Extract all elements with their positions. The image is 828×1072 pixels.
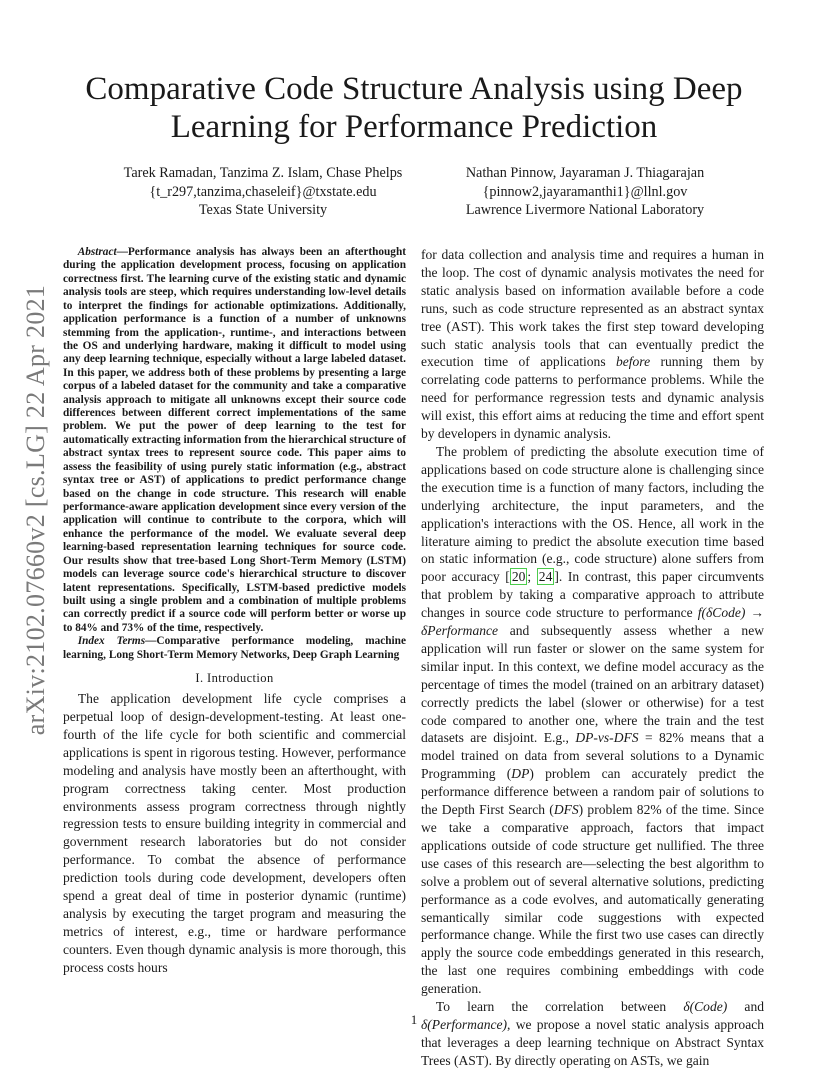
author-email: {t_r297,tanzima,chaseleif}@txstate.edu <box>149 183 377 200</box>
intro-paragraph-2: for data collection and analysis time and requires a human in the loop. The cost of dynamic analysis motivates the need for static analysis based on information available before a code runs, such as code structure represented as an abstract syntax tree (AST). This work takes the first step toward developing such static analysis tools that can eventually predict the execution time of applications before running them by correlating code patterns to performance problems. While the need for performance regression tests and dynamic analysis will exist, this effort aims at reducing the time and effort spent by developers in dynamic analysis. <box>421 247 764 442</box>
math-dp: DP <box>511 766 530 782</box>
author-affiliation: Texas State University <box>198 202 328 218</box>
index-terms-text: —Comparative performance modeling, machine learning, Long Short-Term Memory Networks, Deep Graph Learning <box>63 635 406 661</box>
author-names: Tarek Ramadan, Tanzima Z. Islam, Chase Phelps <box>123 165 403 181</box>
formula-delta: f(δCode) → δPerformance <box>421 605 764 639</box>
right-column <box>421 246 764 1070</box>
math-delta-performance: δ(Performance) <box>421 1016 508 1032</box>
citation-20[interactable]: 20 <box>511 569 526 585</box>
author-affiliation: Lawrence Livermore National Laboratory <box>465 202 705 218</box>
paper-title: Comparative Code Structure Analysis using Deep Learning for Performance Prediction <box>85 71 743 145</box>
section-heading-introduction: I. Introduction <box>195 671 274 686</box>
math-dp-vs-dfs: DP-vs-DFS <box>575 730 639 746</box>
index-terms <box>63 635 406 662</box>
intro-paragraph-4: To learn the correlation between δ(Code) and δ(Performance), we propose a novel static analysis approach that leverages a deep learning technique on Abstract Syntax Trees (AST). By directly operating on ASTs, we gain <box>421 999 764 1068</box>
emphasis-before: before <box>615 354 651 370</box>
intro-paragraph-3: The problem of predicting the absolute execution time of applications based on code structure alone is challenging since the execution time is a function of many factors, including the underlying architecture, the input parameters, and the application's interactions with the OS. Hence, all work in the literature aiming to predict the absolute execution time based on static information (e.g., code structure) alone suffers from poor accuracy [ 20 ; 24 ]. In contrast, this paper circumvents that problem by taking a comparative approach to attribute changes in source code structure to performance f(δCode) → δPerformance and subsequently assess whether a new application will run faster or slower on the same system for similar input. In this context, we define model accuracy as the percentage of times the model (trained on an arbitrary dataset) correctly predicts the label (slower or otherwise) for a test code compared to another one, where the train and the test datasets are disjoint. E.g., DP-vs-DFS = 82% means that a model trained on data from several solutions to a Dynamic Programming (DP) problem can accurately predict the performance difference between a random pair of solutions to the Depth First Search (DFS) problem 82% of the time. Since we take a comparative approach, factors that impact applications outside of code structure get nullified. The three use cases of this research are—selecting the best algorithm to solve a problem out of several alternative solutions, predicting performance as a code evolves, and automatically generating semantically similar code suggestions with expected performance change. While the first two use cases can directly apply the source code embeddings generated in this research, the last one requires combining embeddings with code generation. <box>421 443 765 997</box>
page-number: 1 <box>410 1012 418 1027</box>
arxiv-identifier-text: arXiv:2102.07660v2 [cs.LG] 22 Apr 2021 <box>21 284 50 736</box>
author-block-right <box>440 164 730 220</box>
citation-24[interactable]: 24 <box>538 569 553 585</box>
arxiv-identifier <box>16 284 56 736</box>
math-delta-code: δ(Code) <box>683 999 728 1015</box>
author-names: Nathan Pinnow, Jayaraman J. Thiagarajan <box>465 165 705 181</box>
math-dfs: DFS <box>553 802 579 818</box>
left-column <box>63 246 406 977</box>
abstract <box>63 246 406 635</box>
author-email: {pinnow2,jayaramanthi1}@llnl.gov <box>482 183 688 200</box>
intro-paragraph-1: The application development life cycle comprises a perpetual loop of design-development-testing. At least one-fourth of the life cycle for both scientific and commercial applications is spent in rigorous testing. However, performance modeling and analysis have mostly been an afterthought, with program correctness taking center. Most production environments assess program correctness through nightly regression tests to ensure building integrity in commercial and government research laboratories but do not consider performance. To combat the absence of performance prediction tools during code development, developers often spend a great deal of time in posterior dynamic (runtime) analysis by executing the target program and measuring the metrics of interest, e.g., time or hardware performance counters. Even though dynamic analysis is more thorough, this process costs hours <box>63 691 406 975</box>
abstract-label: Abstract <box>77 246 117 258</box>
abstract-text: —Performance analysis has always been an afterthought during the application development process, focusing on application correctness first. The learning curve of the existing static and dynamic analysis tools are steep, which requires understanding low-level details to interpret the findings for actionable optimizations. Additionally, application performance is a function of a number of unknowns stemming from the application-, runtime-, and interactions between the OS and underlying hardware, making it difficult to model using any deep learning technique, especially without a large labeled dataset. In this paper, we address both of these problems by presenting a large corpus of a labeled dataset for the community and take a comparative analysis approach to mitigate all unknowns except their source code differences between different correct implementations of the same problem. We put the power of deep learning to the test for automatically extracting information from the hierarchical structure of abstract syntax trees to represent source code. This paper aims to assess the feasibility of using purely static information (e.g., abstract syntax tree or AST) of applications to predict performance change based on the change in code structure. This research will enable performance-aware application development since every version of the application will continue to contribute to the corpora, which will enhance the performance of the model. We evaluate several deep learning-based representation learning techniques for source code. Our results show that tree-based Long Short-Term Memory (LSTM) models can leverage source code's hierarchical structure to discover latent representations. Specifically, LSTM-based predictive models built using a single problem and a combination of multiple problems can correctly predict if a source code will perform better or worse up to 84% and 73% of the time, respectively. <box>63 246 406 634</box>
author-block-left <box>98 164 428 220</box>
index-terms-label: Index Terms <box>77 635 146 648</box>
